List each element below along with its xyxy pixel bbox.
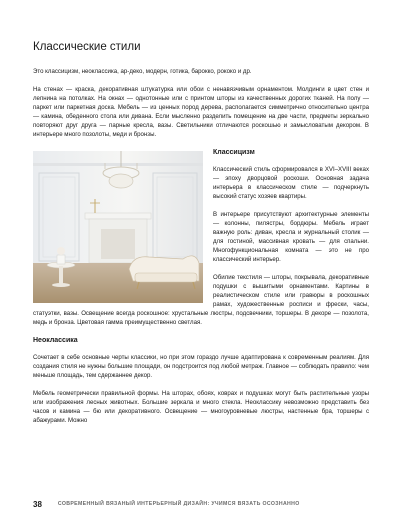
neoclassic-heading: Неоклассика [33,337,78,344]
page-title: Классические стили [33,41,141,53]
page-content [33,40,369,434]
neoclassic-paragraph-1: Сочетает в себе основные черты классики, но при этом гораздо лучше адаптирована к современным реалиям. Для создания стиля не нужны большие площади, он подстроится под любой метраж. Главное — соблюдать правило: чем меньше площадь, тем сдержаннее декор. [33,354,369,379]
classicism-paragraph-2: В интерьере присутствуют архитектурные элементы — колонны, пилястры, бордюры. Мебель играет важную роль: диван, кресла и журнальный столик — для гостиной, массивная кровать — для спальни. Многофункциональная комната — это не про классический интерьер. [213,211,369,263]
running-title: СОВРЕМЕННЫЙ ВЯЗАНЫЙ ИНТЕРЬЕРНЫЙ ДИЗАЙН: УЧИМСЯ ВЯЗАТЬ ОСОЗНАННО [57,501,300,507]
intro-paragraph-1: Это классицизм, неоклассика, ар-деко, модерн, готика, барокко, рококо и др. [33,68,252,75]
classicism-paragraph-1: Классический стиль сформировался в XVI–XVIII веках — эпоху дворцовой роскоши. Основная задача интерьера в классическом стиле — подчеркнуть высокий статус хозяев квартиры. [213,166,369,200]
classicism-paragraph-3: Обилие текстиля — шторы, покрывала, декоративные подушки с вышитыми орнаментами. Картины в реалистическом стиле или гравюры в роскошных рамах, художественные росписи и фрески, часы, статуэтки, вазы. Освещение всегда роскошное: хрустальные люстры, подсвечники, торшеры. В декоре — позолота, медь и бронза. Цветовая гамма преимущественно светлая. [33,274,369,326]
classicism-section [33,148,369,336]
page-footer [33,498,369,510]
classicism-heading: Классицизм [213,149,255,156]
neoclassic-paragraph-2: Мебель геометрически правильной формы. На шторах, обоях, коврах и подушках могут быть растительные узоры или изображения лесных животных. Большие зеркала и много стекла. Неоклассику невозможно представить без часов и камина — бю или декоративного. Освещение — многоуровневые люстры, настенные бра, торшеры с абажурами. Можно [33,390,369,424]
classic-interior-photo [33,151,203,303]
intro-paragraph-2: На стенах — краска, декоративная штукатурка или обои с ненавязчивым орнаментом. Молдинги в цвет стен и лепнина на потолках. На окнах — однотонные или с принтом шторы из качественных дорогих тканей. На полу — паркет или паркетная доска. Мебель — из ценных пород дерева, располагается симметрично относительно центра — камина, обеденного стола или дивана. Если мысленно разделить помещение на две части, предметы зеркально повторяют друг друга — парные кресла, вазы. Светильники отличаются роскошью и замысловатым декором. В интерьере много позолоты, меди и бронзы. [33,86,369,138]
page-number: 38 [33,499,42,509]
